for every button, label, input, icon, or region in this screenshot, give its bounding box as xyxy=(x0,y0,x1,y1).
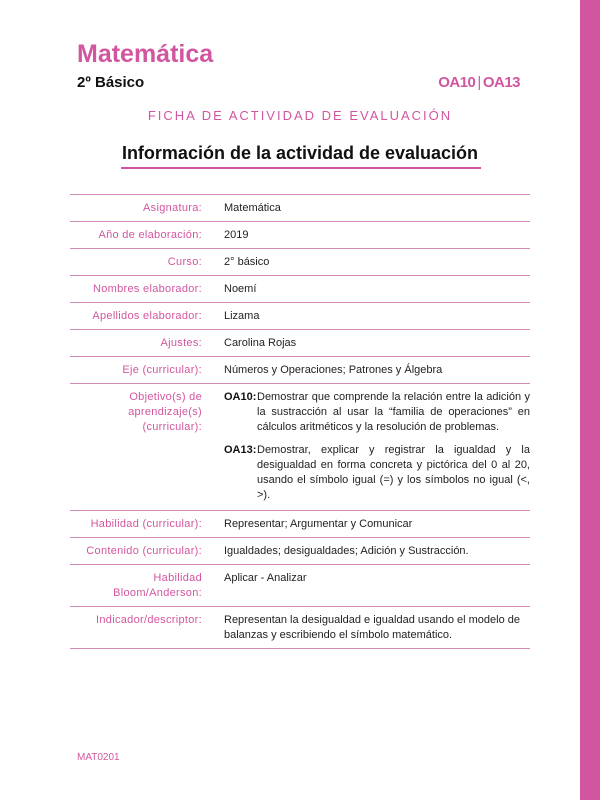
row-anio xyxy=(70,222,530,249)
objective-item xyxy=(224,390,530,435)
label-objetivos: Objetivo(s) de aprendizaje(s) (curricular): xyxy=(70,384,224,511)
objective-text: Demostrar, explicar y registrar la igualdad y la desigualdad en forma concreta y pictórica del 0 al 20, usando el símbolo igual (=) y los símbolos no igual (<, >). xyxy=(257,444,530,501)
page-title: Información de la actividad de evaluación xyxy=(121,143,479,163)
value-bloom: Aplicar - Analizar xyxy=(224,565,530,607)
objective-item xyxy=(224,443,530,503)
row-nombres xyxy=(70,276,530,303)
value-objetivos xyxy=(224,384,530,511)
subject-title: Matemática xyxy=(77,40,214,68)
row-asignatura xyxy=(70,195,530,222)
value-indicador: Representan la desigualdad e igualdad usando el modelo de balanzas y escribiendo el símbolo matemático. xyxy=(224,607,530,649)
info-table xyxy=(70,194,530,649)
row-habilidad xyxy=(70,511,530,538)
value-curso: 2° básico xyxy=(224,249,530,276)
ficha-title: FICHA DE ACTIVIDAD DE EVALUACIÓN xyxy=(147,108,453,123)
value-anio: 2019 xyxy=(224,222,530,249)
row-ajustes xyxy=(70,330,530,357)
row-indicador xyxy=(70,607,530,649)
label-eje: Eje (curricular): xyxy=(70,357,224,384)
oa-code-2: OA13 xyxy=(482,74,520,91)
oa-separator: | xyxy=(477,74,481,91)
value-ajustes: Carolina Rojas xyxy=(224,330,530,357)
value-nombres: Noemí xyxy=(224,276,530,303)
label-asignatura: Asignatura: xyxy=(70,195,224,222)
row-eje xyxy=(70,357,530,384)
row-apellidos xyxy=(70,303,530,330)
label-curso: Curso: xyxy=(70,249,224,276)
oa-code-1: OA10 xyxy=(438,74,476,91)
title-underline xyxy=(121,167,481,169)
row-objetivos xyxy=(70,384,530,511)
label-apellidos: Apellidos elaborador: xyxy=(70,303,224,330)
grade-label: 2º Básico xyxy=(77,74,145,91)
value-eje: Números y Operaciones; Patrones y Álgebra xyxy=(224,357,530,384)
objective-code: OA13: xyxy=(224,444,257,456)
label-habilidad: Habilidad (curricular): xyxy=(70,511,224,538)
value-apellidos: Lizama xyxy=(224,303,530,330)
label-indicador: Indicador/descriptor: xyxy=(70,607,224,649)
objective-text: Demostrar que comprende la relación entre la adición y la sustracción al usar la “familia de operaciones” en cálculos aritméticos y la resolución de problemas. xyxy=(257,391,530,433)
objective-code: OA10: xyxy=(224,391,257,403)
footer-code: MAT0201 xyxy=(77,752,120,763)
value-asignatura: Matemática xyxy=(224,195,530,222)
label-nombres: Nombres elaborador: xyxy=(70,276,224,303)
label-anio: Año de elaboración: xyxy=(70,222,224,249)
row-curso xyxy=(70,249,530,276)
oa-codes xyxy=(438,74,520,91)
value-contenido: Igualdades; desigualdades; Adición y Sustracción. xyxy=(224,538,530,565)
label-ajustes: Ajustes: xyxy=(70,330,224,357)
label-contenido: Contenido (curricular): xyxy=(70,538,224,565)
row-contenido xyxy=(70,538,530,565)
label-bloom: Habilidad Bloom/Anderson: xyxy=(70,565,224,607)
row-bloom xyxy=(70,565,530,607)
value-habilidad: Representar; Argumentar y Comunicar xyxy=(224,511,530,538)
